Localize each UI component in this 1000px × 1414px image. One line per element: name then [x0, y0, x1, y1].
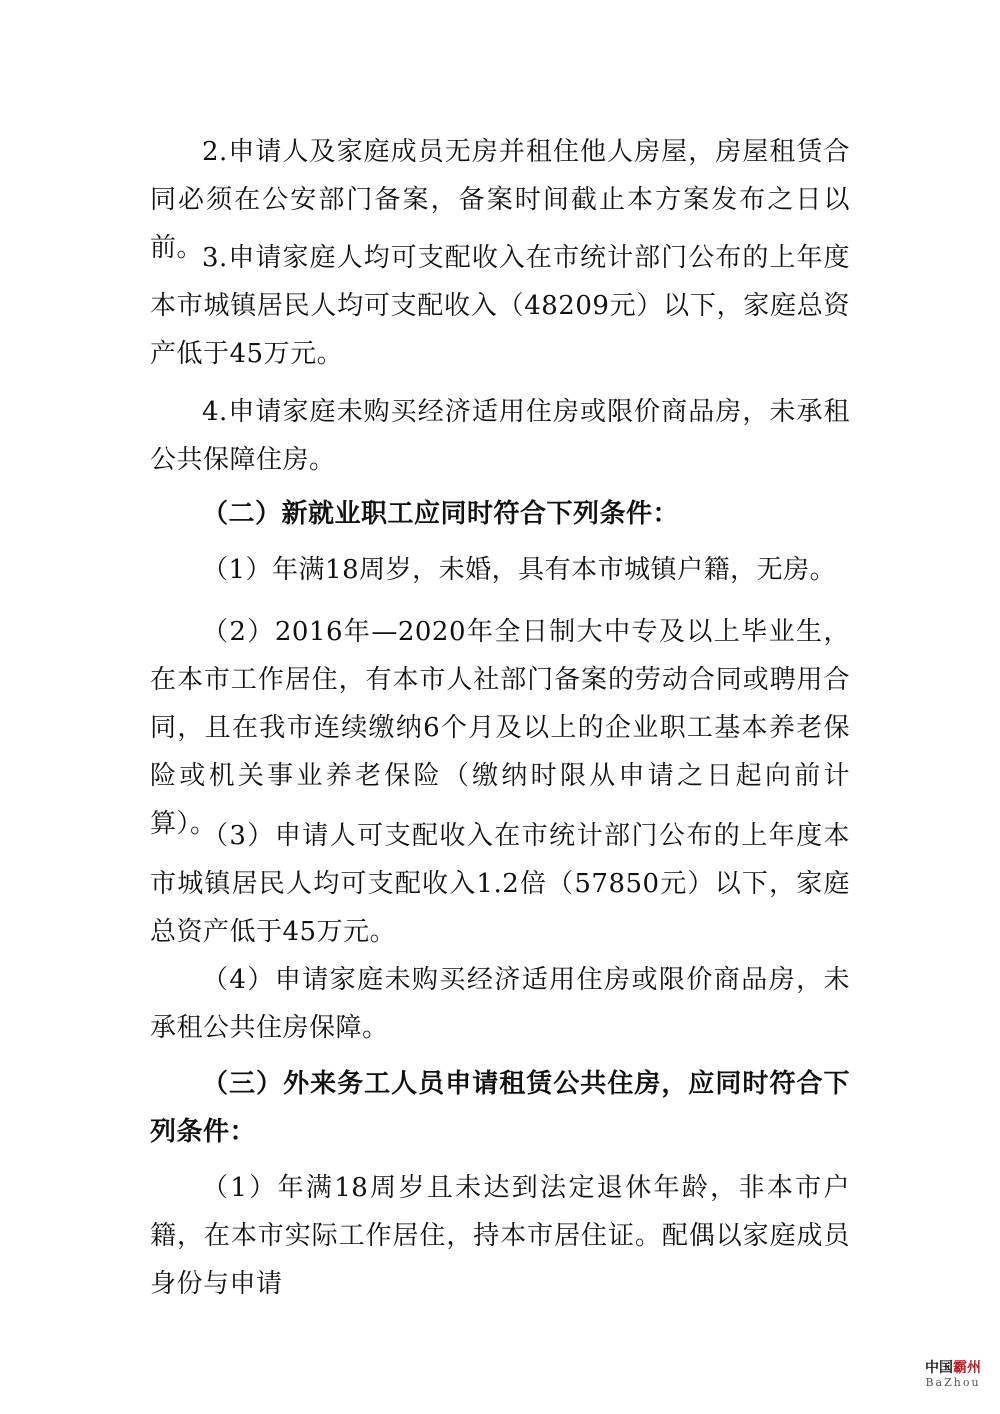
site-watermark-logo — [918, 1360, 988, 1389]
watermark-text-china: 中国 — [925, 1360, 953, 1376]
paragraph-item-2-2: （2）2016年—2020年全日制大中专及以上毕业生，在本市工作居住，有本市人社部门备案的劳动合同或聘用合同，且在我市连续缴纳6个月及以上的企业职工基本养老保险或机关事业养老保险（缴纳时限从申请之日起向前计算）。 — [150, 617, 850, 839]
section-heading-3: （三）外来务工人员申请租赁公共住房，应同时符合下列条件： — [150, 1069, 850, 1147]
paragraph-item-2: 2.申请人及家庭成员无房并租住他人房屋，房屋租赁合同必须在公安部门备案，备案时间截止本方案发布之日以前。 — [150, 137, 850, 263]
watermark-text-bazhou: 霸州 — [953, 1360, 981, 1376]
paragraph-item-2-3: （3）申请人可支配收入在市统计部门公布的上年度本市城镇居民人均可支配收入1.2倍（57850元）以下，家庭总资产低于45万元。 — [150, 821, 850, 947]
paragraph-item-4: 4.申请家庭未购买经济适用住房或限价商品房，未承租公共保障住房。 — [150, 397, 850, 475]
paragraph-item-3-1: （1）年满18周岁且未达到法定退休年龄，非本市户籍，在本市实际工作居住，持本市居住证。配偶以家庭成员身份与申请 — [150, 1173, 850, 1299]
watermark-subtext: BaZhou — [925, 1376, 981, 1389]
paragraph-item-3: 3.申请家庭人均可支配收入在市统计部门公布的上年度本市城镇居民人均可支配收入（48209元）以下，家庭总资产低于45万元。 — [150, 243, 850, 369]
section-heading-2: （二）新就业职工应同时符合下列条件： — [202, 499, 680, 529]
paragraph-item-2-1: （1）年满18周岁，未婚，具有本市城镇户籍，无房。 — [202, 555, 837, 585]
paragraph-item-2-4: （4）申请家庭未购买经济适用住房或限价商品房，未承租公共住房保障。 — [150, 965, 850, 1043]
